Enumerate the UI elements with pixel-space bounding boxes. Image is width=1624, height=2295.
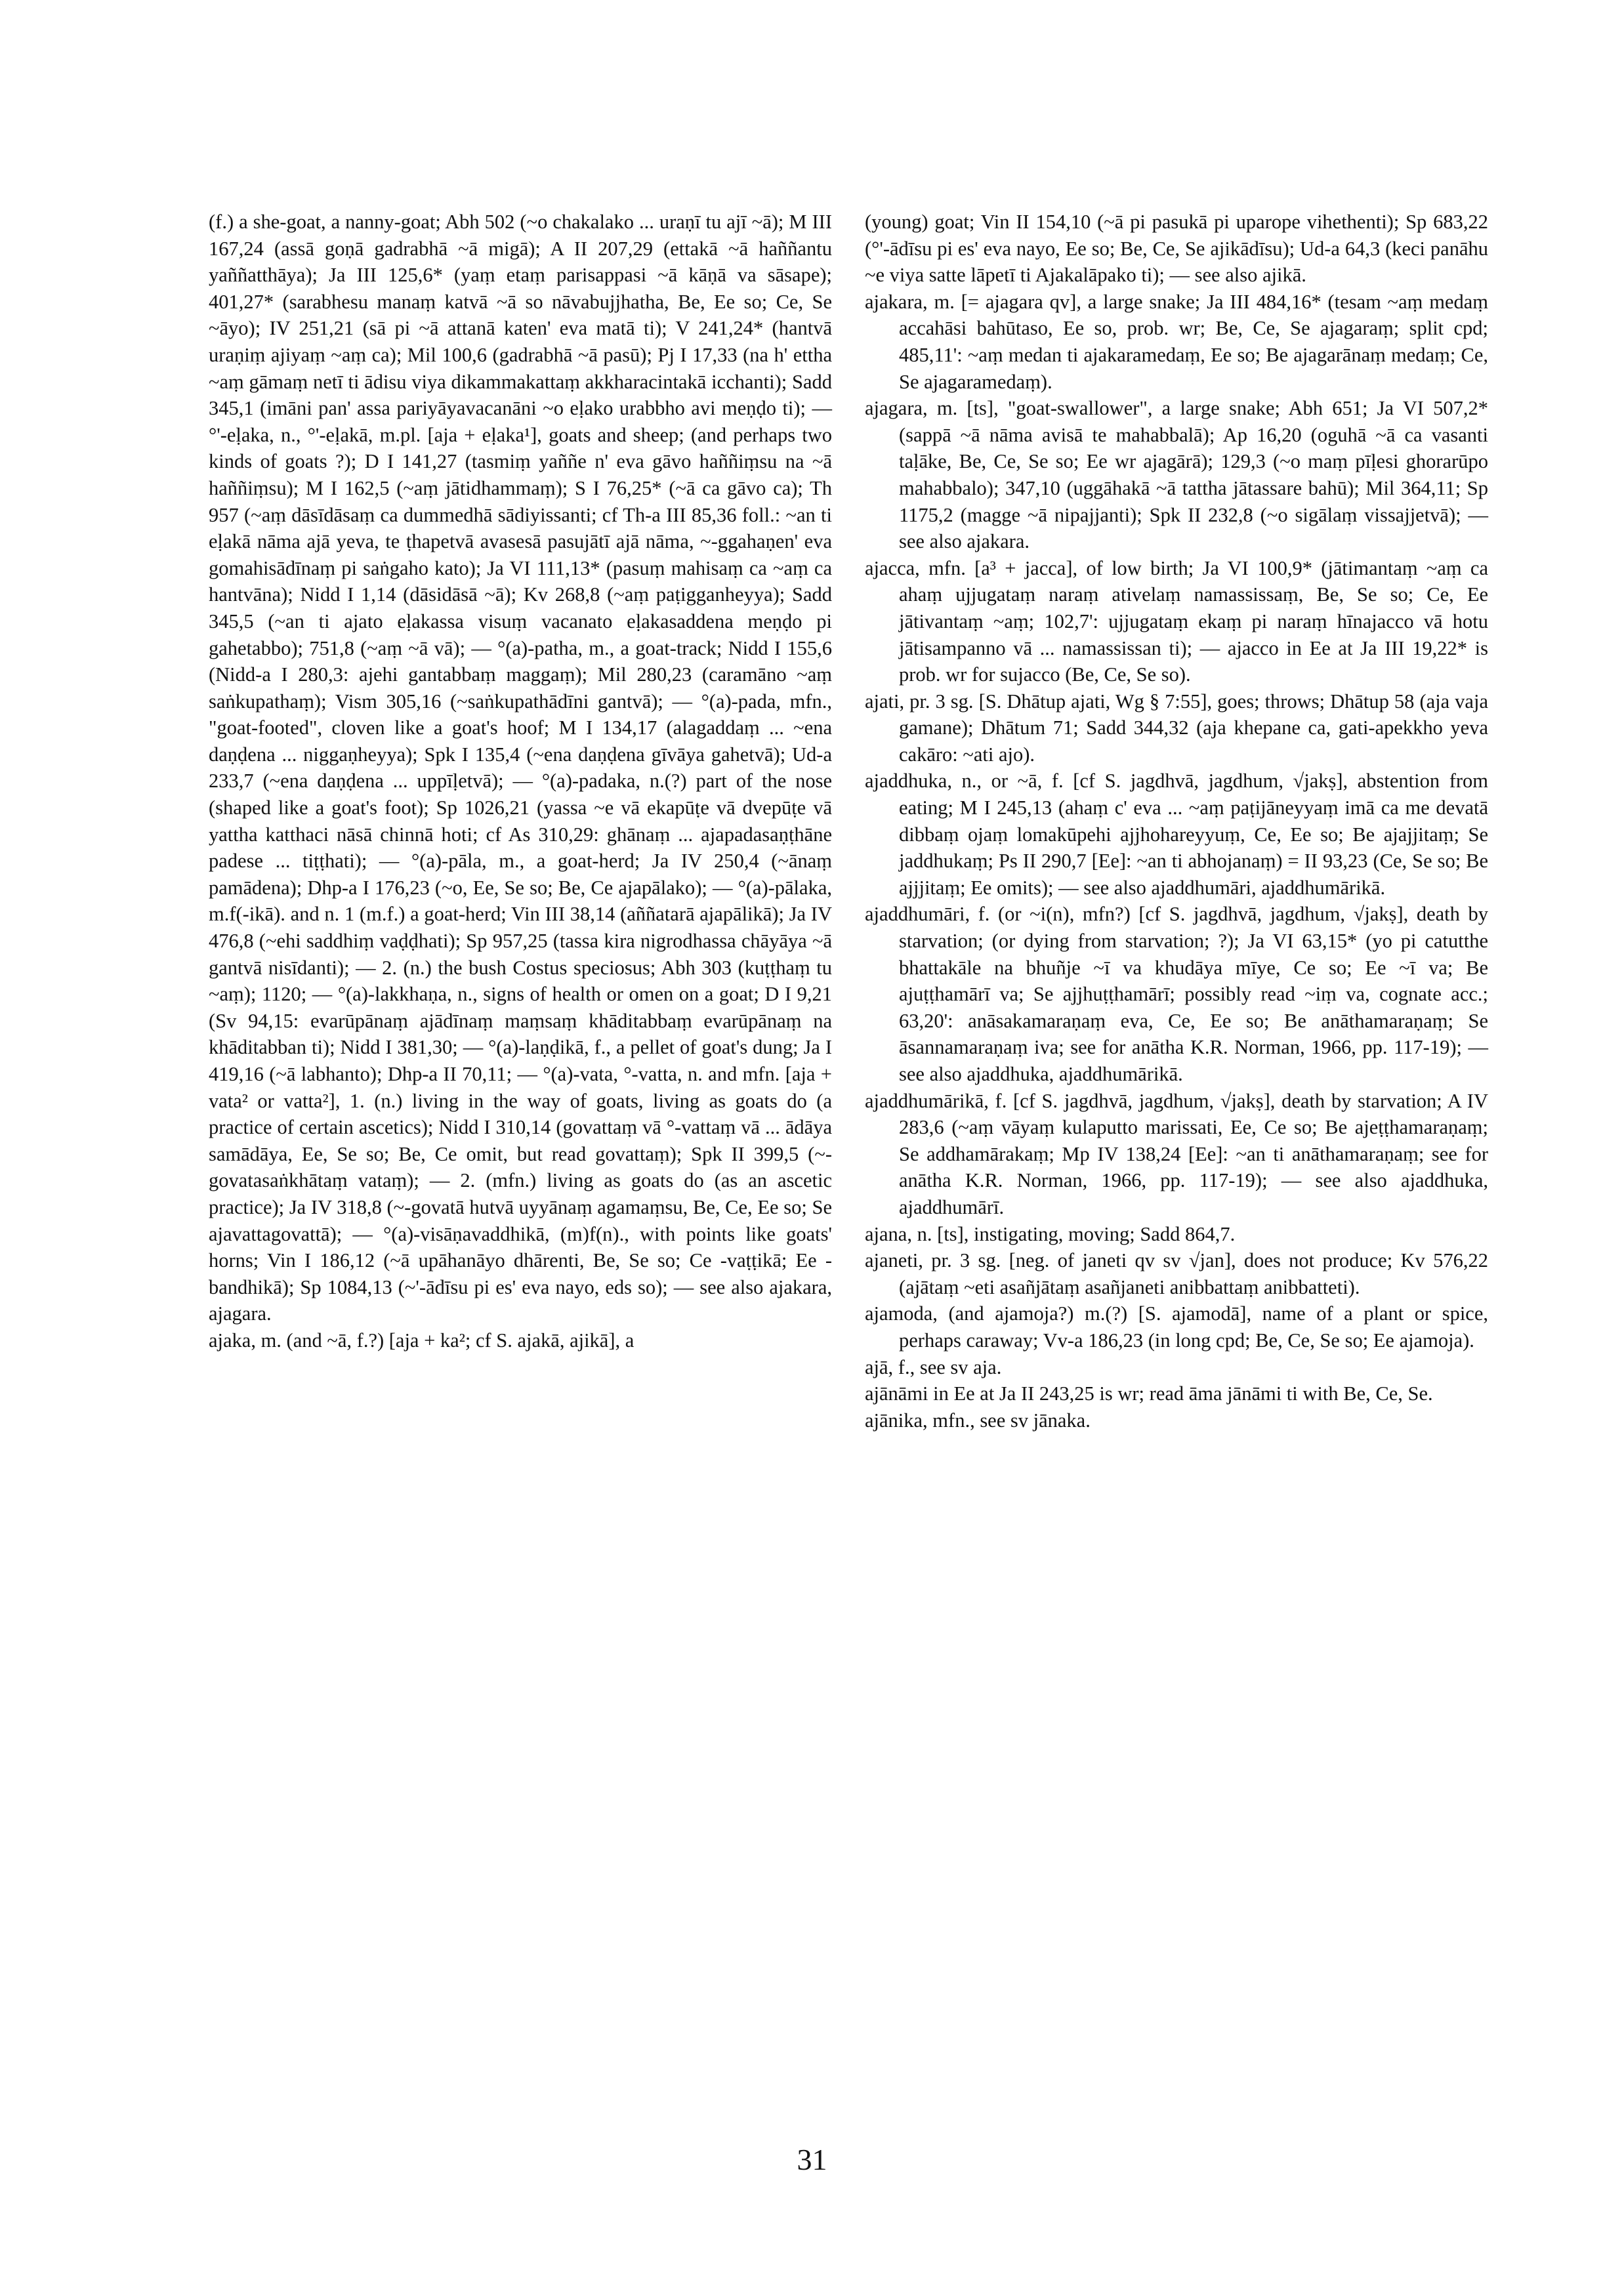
entry-ajakara: ajakara, m. [= ajagara qv], a large snake; Ja III 484,16* (tesam ~aṃ medaṃ accahāsi bahūtaso, Ee so, prob. wr; Be, Ce, Se ajagaraṃ; split cpd; 485,11': ~aṃ medan ti ajakaramedaṃ, Ee so; Be ajagarānaṃ medaṃ; Ce, Se ajagaramedaṃ). [865,290,1488,393]
entry-ajanami: ajānāmi in Ee at Ja II 243,25 is wr; read āma jānāmi ti with Be, Ce, Se. [865,1382,1433,1405]
left-column [209,209,832,1354]
entry-ajaddhumarika: ajaddhumārikā, f. [cf S. jagdhvā, jagdhum, √jakṣ], death by starvation; A IV 283,6 (~aṃ vāyaṃ kulaputto marissati, Ee, Ce so; Be ajeṭṭhamaraṇaṃ; Se addhamārakaṃ; Mp IV 138,24 [Ee]: ~an ti anāthamaraṇaṃ; see for anātha K.R. Norman, 1966, pp. 117-19); — see also ajaddhuka, ajaddhumārī. [865,1089,1488,1218]
right-column [865,209,1488,1434]
page-number: 31 [797,2143,827,2176]
entry-ajaka-continuation: (young) goat; Vin II 154,10 (~ā pi pasukā pi uparope vihethenti); Sp 683,22 (°'-ādīsu pi es' eva nayo, Ee so; Be, Ce, Se ajikādīsu); Ud-a 64,3 (keci panāhu ~e viya satte lāpetī ti Ajakalāpako ti); — see also ajikā. [865,211,1488,287]
entry-ajaka: ajaka, m. (and ~ā, f.?) [aja + ka²; cf S. ajakā, ajikā], a [209,1329,635,1352]
entry-aja-feminine: ajā, f., see sv aja. [865,1355,1002,1378]
entry-ajanika: ajānika, mfn., see sv jānaka. [865,1409,1091,1432]
entry-ajamoda: ajamoda, (and ajamoja?) m.(?) [S. ajamodā], name of a plant or spice, perhaps caraway; Vv-a 186,23 (in long cpd; Be, Ce, Se so; Ee ajamoja). [865,1302,1488,1352]
entry-ajagara: ajagara, m. [ts], "goat-swallower", a large snake; Abh 651; Ja VI 507,2* (sappā ~ā nāma avisā te mahabbalā); Ap 16,20 (oguhā ~ā ca vasanti taḷāke, Be, Ce, Se so; Ee wr ajagārā); 129,3 (~o maṃ pīḷesi ghorarūpo mahabbalo); 347,10 (uggāhakā ~ā tattha jātassare bahū); Mil 364,11; Sp 1175,2 (magge ~ā nipajjanti); Spk II 232,8 (~o sigālaṃ vissajjetvā); — see also ajakara. [865,397,1488,553]
entry-ajaddhuka: ajaddhuka, n., or ~ā, f. [cf S. jagdhvā, jagdhum, √jakṣ], abstention from eating; M I 245,13 (ahaṃ c' eva ... ~aṃ paṭijāneyyaṃ imā ca me devatā dibbaṃ ojaṃ lomakūpehi ajjhohareyyuṃ, Ce, Ee so; Be ajajjitaṃ; Se jaddhukaṃ; Ps II 290,7 [Ee]: ~an ti abhojanaṃ) = II 93,23 (Ce, Se so; Be ajjjitaṃ; Ee omits); — see also ajaddhumāri, ajaddhumārikā. [865,770,1488,899]
entry-ajacca: ajacca, mfn. [a³ + jacca], of low birth; Ja VI 100,9* (jātimantaṃ ~aṃ ca ahaṃ ujjugataṃ naraṃ ativelaṃ namassissaṃ, Be, Se so; Ce, Ee jātivantaṃ ~aṃ; 102,7': ujjugataṃ ekaṃ pi naraṃ hīnajacco vā hotu jātisampanno vā ... namassissan ti); — ajacco in Ee at Ja III 19,22* is prob. wr for sujacco (Be, Ce, Se so). [865,556,1488,686]
entry-ajana: ajana, n. [ts], instigating, moving; Sadd 864,7. [865,1222,1236,1245]
entry-ajati: ajati, pr. 3 sg. [S. Dhātup ajati, Wg § 7:55], goes; throws; Dhātup 58 (aja vaja gamane); Dhātum 71; Sadd 344,32 (aja khepane ca, gati-apekkho yeva cakāro: ~ati ajo). [865,690,1488,766]
entry-ajaneti: ajaneti, pr. 3 sg. [neg. of janeti qv sv √jan], does not produce; Kv 576,22 (ajātaṃ ~eti asañjātaṃ asañjaneti anibbattaṃ anibbatteti). [865,1249,1488,1298]
entry-continuation: (f.) a she-goat, a nanny-goat; Abh 502 (~o chakalako ... uraṇī tu ajī ~ā); M III 167,24 (assā goṇā gadrabhā ~ā migā); A II 207,29 (ettakā ~ā haññantu yaññatthāya); Ja III 125,6* (yaṃ etaṃ parisappasi ~ā kāṇā va sāsape); 401,27* (sarabhesu manaṃ katvā ~ā so nāvabujjhatha, Be, Ee so; Ce, Se ~āyo); IV 251,21 (sā pi ~ā attanā katen' eva matā ti); V 241,24* (hantvā uraṇiṃ ajiyaṃ ~aṃ ca); Mil 100,6 (gadrabhā ~ā pasū); Pj I 17,33 (na h' ettha ~aṃ gāmaṃ netī ti ādisu viya dikammakattaṃ akkharacintakā icchanti); Sadd 345,1 (imāni pan' assa pariyāyavacanāni ~o eḷako urabbho avi meṇḍo ti); — °'-eḷaka, n., °'-eḷakā, m.pl. [aja + eḷaka¹], goats and sheep; (and perhaps two kinds of goats ?); D I 141,27 (tasmiṃ yaññe n' eva gāvo haññiṃsu na ~ā haññiṃsu); M I 162,5 (~aṃ jātidhammaṃ); S I 76,25* (~ā ca gāvo ca); Th 957 (~aṃ dāsīdāsaṃ ca dummedhā sādiyissanti; cf Th-a III 85,36 foll.: ~an ti eḷakā nāma ajā yeva, te ṭhapetvā avasesā pasujātī ajā nāma, ~-ggahaṇen' eva gomahisādīnaṃ pi saṅgaho kato); Ja VI 111,13* (pasuṃ mahisaṃ ca ~aṃ ca hantvāna); Nidd I 1,14 (dāsidāsā ~ā); Kv 268,8 (~aṃ paṭigganheyya); Sadd 345,5 (~an ti ajato eḷakassa visuṃ vacanato eḷakasaddena meṇḍo pi gahetabbo); 751,8 (~aṃ ~ā vā); — °(a)-patha, m., a goat-track; Nidd I 155,6 (Nidd-a I 280,3: ajehi gantabbaṃ maggaṃ); Mil 280,23 (caramāno ~aṃ saṅkupathaṃ); Vism 305,16 (~saṅkupathādīni gantvā); — °(a)-pada, mfn., "goat-footed", cloven like a goat's hoof; M I 134,17 (alagaddaṃ ... ~ena daṇḍena ... niggaṇheyya); Spk I 135,4 (~ena daṇḍena gīvāya gahetvā); Ud-a 233,7 (~ena daṇḍena ... uppīḷetvā); — °(a)-padaka, n.(?) part of the nose (shaped like a goat's foot); Sp 1026,21 (yassa ~e vā ekapūṭe vā dvepūṭe vā yattha katthaci nāsā chinnā hoti; cf As 310,29: ghānaṃ ... ajapadasaṇṭhāne padese ... tiṭṭhati); — °(a)-pāla, m., a goat-herd; Ja IV 250,4 (~ānaṃ pamādena); Dhp-a I 176,23 (~o, Ee, Se so; Be, Ce ajapālako); — °(a)-pālaka, m.f(-ikā). and n. 1 (m.f.) a goat-herd; Vin III 38,14 (aññatarā ajapālikā); Ja IV 476,8 (~ehi saddhiṃ vaḍḍhati); Sp 957,25 (tassa kira nigrodhassa chāyāya ~ā gantvā nisīdanti); — 2. (n.) the bush Costus speciosus; Abh 303 (kuṭṭhaṃ tu ~aṃ); 1120; — °(a)-lakkhaṇa, n., signs of health or omen on a goat; D I 9,21 (Sv 94,15: evarūpānaṃ ajādīnaṃ maṃsaṃ khāditabbaṃ evarūpānaṃ na khāditabban ti); Nidd I 381,30; — °(a)-laṇḍikā, f., a pellet of goat's dung; Ja I 419,16 (~ā labhanto); Dhp-a II 70,11; — °(a)-vata, °-vatta, n. and mfn. [aja + vata² or vatta²], 1. (n.) living in the way of goats, living as goats do (a practice of certain ascetics); Nidd I 310,14 (govattaṃ vā °-vattaṃ vā ... ādāya samādāya, Ee, Se so; Be, Ce omit, but read govattaṃ); Spk II 399,5 (~-govatasaṅkhātaṃ vataṃ); — 2. (mfn.) living as goats do (as an ascetic practice); Ja IV 318,8 (~-govatā hutvā uyyānaṃ agamaṃsu, Be, Ce, Ee so; Se ajavattagovattā); — °(a)-visāṇavaddhikā, (m)f(n)., with points like goats' horns; Vin I 186,12 (~ā upāhanāyo dhārenti, Be, Se so; Ce -vaṭṭikā; Ee -bandhikā); Sp 1084,13 (~'-ādīsu pi es' eva nayo, eds so); — see also ajakara, ajagara. [209,211,832,1325]
entry-ajaddhumari: ajaddhumāri, f. (or ~i(n), mfn?) [cf S. jagdhvā, jagdhum, √jakṣ], death by starvation; (or dying from starvation; ?); Ja VI 63,15* (yo pi catutthe bhattakāle na bhuñje ~ī va khudāya mīye, Ce so; Ee ~ī va; Be ajuṭṭhamārī va; Se ajjhuṭṭhamārī; possibly read ~iṃ va, cognate acc.; 63,20': anāsakamaraṇaṃ eva, Ce, Ee so; Be anāthamaraṇaṃ; Se āsannamaraṇaṃ iva; see for anātha K.R. Norman, 1966, pp. 117-19); — see also ajaddhuka, ajaddhumārikā. [865,903,1488,1085]
